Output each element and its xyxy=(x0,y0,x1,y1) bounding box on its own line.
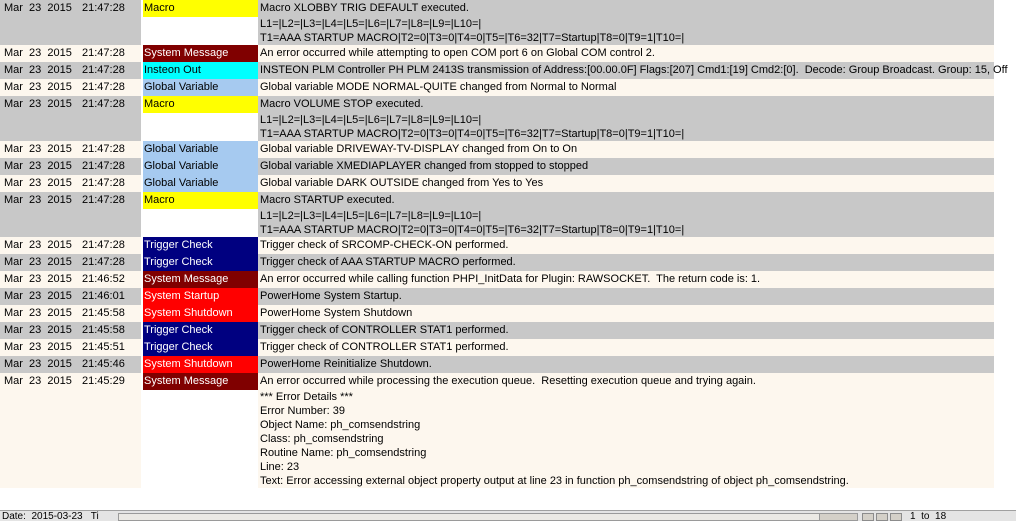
row-date: Mar 23 2015 xyxy=(4,290,72,302)
row-date: Mar 23 2015 xyxy=(4,143,72,155)
row-type-label: System Message xyxy=(144,273,229,285)
log-row[interactable] xyxy=(0,79,1016,96)
log-row[interactable] xyxy=(0,96,1016,141)
row-date: Mar 23 2015 xyxy=(4,324,72,336)
log-row[interactable] xyxy=(0,373,1016,488)
row-date: Mar 23 2015 xyxy=(4,341,72,353)
row-type-badge xyxy=(143,271,258,288)
row-type-badge xyxy=(143,96,258,113)
row-message xyxy=(260,237,994,254)
message-line: An error occurred while calling function PHPI_InitData for Plugin: RAWSOCKET. The return code is: 1. xyxy=(260,273,761,285)
row-time: 21:47:28 xyxy=(82,239,125,251)
message-line: Macro STARTUP executed. xyxy=(260,194,395,206)
row-time: 21:45:58 xyxy=(82,324,125,336)
log-row[interactable] xyxy=(0,158,1016,175)
message-line: Global variable DARK OUTSIDE changed from Yes to Yes xyxy=(260,177,544,189)
row-type-label: System Shutdown xyxy=(144,358,233,370)
row-time: 21:47:28 xyxy=(82,2,125,14)
row-message xyxy=(260,288,994,305)
row-message xyxy=(260,45,994,62)
row-message xyxy=(260,62,1008,79)
row-type-badge xyxy=(143,45,258,62)
row-date: Mar 23 2015 xyxy=(4,47,72,59)
row-type-badge xyxy=(143,339,258,356)
log-row[interactable] xyxy=(0,62,1016,79)
message-line: T1=AAA STARTUP MACRO|T2=0|T3=0|T4=0|T5=|T6=32|T7=Startup|T8=0|T9=1|T10=| xyxy=(260,32,685,44)
log-row[interactable] xyxy=(0,288,1016,305)
row-date: Mar 23 2015 xyxy=(4,177,72,189)
row-type-label: Global Variable xyxy=(144,160,219,172)
row-type-badge xyxy=(143,356,258,373)
row-type-label: Global Variable xyxy=(144,143,219,155)
row-date: Mar 23 2015 xyxy=(4,375,72,387)
message-line: Macro VOLUME STOP executed. xyxy=(260,98,424,110)
row-message xyxy=(260,0,994,45)
message-line: Trigger check of AAA STARTUP MACRO performed. xyxy=(260,256,516,268)
log-row[interactable] xyxy=(0,192,1016,237)
message-line: Global variable XMEDIAPLAYER changed from stopped to stopped xyxy=(260,160,589,172)
row-date: Mar 23 2015 xyxy=(4,273,72,285)
message-line: Macro XLOBBY TRIG DEFAULT executed. xyxy=(260,2,469,14)
row-time: 21:47:28 xyxy=(82,81,125,93)
message-line: T1=AAA STARTUP MACRO|T2=0|T3=0|T4=0|T5=|T6=32|T7=Startup|T8=0|T9=1|T10=| xyxy=(260,224,685,236)
row-time: 21:47:28 xyxy=(82,177,125,189)
log-row[interactable] xyxy=(0,356,1016,373)
row-time: 21:47:28 xyxy=(82,98,125,110)
log-row[interactable] xyxy=(0,141,1016,158)
row-time: 21:47:28 xyxy=(82,47,125,59)
message-line: Line: 23 xyxy=(260,461,300,473)
row-type-badge xyxy=(143,373,258,390)
row-type-label: Macro xyxy=(144,194,175,206)
log-row[interactable] xyxy=(0,237,1016,254)
row-date: Mar 23 2015 xyxy=(4,64,72,76)
row-message xyxy=(260,305,994,322)
row-type-badge xyxy=(143,254,258,271)
status-text: Date: 2015-03-23 Ti xyxy=(2,511,99,522)
row-type-badge xyxy=(143,192,258,209)
status-bar xyxy=(0,510,1016,521)
row-message xyxy=(260,96,994,141)
row-message xyxy=(260,158,994,175)
row-type-badge xyxy=(143,62,258,79)
message-line: Trigger check of CONTROLLER STAT1 performed. xyxy=(260,324,509,336)
row-type-badge xyxy=(143,0,258,17)
row-time: 21:45:51 xyxy=(82,341,125,353)
row-type-label: Trigger Check xyxy=(144,324,213,336)
row-type-label: Trigger Check xyxy=(144,256,213,268)
log-row[interactable] xyxy=(0,322,1016,339)
row-message xyxy=(260,79,994,96)
row-message xyxy=(260,175,994,192)
row-message xyxy=(260,141,994,158)
message-line: L1=|L2=|L3=|L4=|L5=|L6=|L7=|L8=|L9=|L10=| xyxy=(260,210,482,222)
row-type-label: Global Variable xyxy=(144,177,219,189)
row-date: Mar 23 2015 xyxy=(4,194,72,206)
log-row[interactable] xyxy=(0,271,1016,288)
message-line: PowerHome Reinitialize Shutdown. xyxy=(260,358,432,370)
row-background xyxy=(0,373,141,488)
message-line: Trigger check of SRCOMP-CHECK-ON performed. xyxy=(260,239,509,251)
row-date: Mar 23 2015 xyxy=(4,160,72,172)
row-date: Mar 23 2015 xyxy=(4,98,72,110)
row-date: Mar 23 2015 xyxy=(4,256,72,268)
row-type-label: System Message xyxy=(144,47,229,59)
row-type-label: System Shutdown xyxy=(144,307,233,319)
message-line: T1=AAA STARTUP MACRO|T2=0|T3=0|T4=0|T5=|T6=32|T7=Startup|T8=0|T9=1|T10=| xyxy=(260,128,685,140)
message-line: L1=|L2=|L3=|L4=|L5=|L6=|L7=|L8=|L9=|L10=| xyxy=(260,18,482,30)
row-time: 21:47:28 xyxy=(82,256,125,268)
row-time: 21:46:01 xyxy=(82,290,125,302)
row-time: 21:45:29 xyxy=(82,375,125,387)
row-message xyxy=(260,356,994,373)
log-row[interactable] xyxy=(0,0,1016,45)
message-line: Error Number: 39 xyxy=(260,405,345,417)
row-message xyxy=(260,373,994,488)
log-row[interactable] xyxy=(0,45,1016,62)
row-type-label: Trigger Check xyxy=(144,341,213,353)
row-type-badge xyxy=(143,79,258,96)
message-line: An error occurred while attempting to open COM port 6 on Global COM control 2. xyxy=(260,47,655,59)
row-time: 21:47:28 xyxy=(82,143,125,155)
message-line: Object Name: ph_comsendstring xyxy=(260,419,421,431)
row-date: Mar 23 2015 xyxy=(4,81,72,93)
row-message xyxy=(260,192,994,237)
row-type-badge xyxy=(143,288,258,305)
row-type-badge xyxy=(143,158,258,175)
row-time: 21:47:28 xyxy=(82,194,125,206)
row-type-badge xyxy=(143,175,258,192)
row-type-label: System Message xyxy=(144,375,229,387)
message-line: *** Error Details *** xyxy=(260,391,353,403)
row-message xyxy=(260,271,994,288)
row-type-label: Insteon Out xyxy=(144,64,201,76)
page-indicator: 1 to 18 xyxy=(910,511,947,522)
row-message xyxy=(260,339,994,356)
row-type-label: System Startup xyxy=(144,290,220,302)
message-line: PowerHome System Shutdown xyxy=(260,307,413,319)
row-type-badge xyxy=(143,305,258,322)
log-row[interactable] xyxy=(0,339,1016,356)
row-type-label: Macro xyxy=(144,2,175,14)
log-row[interactable] xyxy=(0,254,1016,271)
row-date: Mar 23 2015 xyxy=(4,2,72,14)
row-time: 21:47:28 xyxy=(82,160,125,172)
row-time: 21:45:46 xyxy=(82,358,125,370)
message-line: Global variable DRIVEWAY-TV-DISPLAY changed from On to On xyxy=(260,143,578,155)
row-type-badge xyxy=(143,322,258,339)
message-line: Text: Error accessing external object property output at line 23 in function ph_comsendstring of object ph_comsendstring. xyxy=(260,475,849,487)
message-line: L1=|L2=|L3=|L4=|L5=|L6=|L7=|L8=|L9=|L10=| xyxy=(260,114,482,126)
log-row[interactable] xyxy=(0,305,1016,322)
message-line: Trigger check of CONTROLLER STAT1 performed. xyxy=(260,341,509,353)
message-line: An error occurred while processing the execution queue. Resetting execution queue and trying again. xyxy=(260,375,756,387)
log-row[interactable] xyxy=(0,175,1016,192)
message-line: Global variable MODE NORMAL-QUITE changed from Normal to Normal xyxy=(260,81,617,93)
row-type-label: Macro xyxy=(144,98,175,110)
row-date: Mar 23 2015 xyxy=(4,307,72,319)
row-type-label: Trigger Check xyxy=(144,239,213,251)
message-line: Routine Name: ph_comsendstring xyxy=(260,447,427,459)
row-message xyxy=(260,322,994,339)
scrollbar-thumb[interactable] xyxy=(119,514,820,520)
row-time: 21:46:52 xyxy=(82,273,125,285)
row-date: Mar 23 2015 xyxy=(4,358,72,370)
row-message xyxy=(260,254,994,271)
message-line: PowerHome System Startup. xyxy=(260,290,402,302)
row-time: 21:47:28 xyxy=(82,64,125,76)
message-line: INSTEON PLM Controller PH PLM 2413S transmission of Address:[00.00.0F] Flags:[207] Cmd1:[19] Cmd2:[0]. Decode: Group Broadcast. Group: 15, Off xyxy=(260,64,1008,76)
row-type-badge xyxy=(143,141,258,158)
message-line: Class: ph_comsendstring xyxy=(260,433,384,445)
row-date: Mar 23 2015 xyxy=(4,239,72,251)
row-type-label: Global Variable xyxy=(144,81,219,93)
row-type-badge xyxy=(143,237,258,254)
row-time: 21:45:58 xyxy=(82,307,125,319)
